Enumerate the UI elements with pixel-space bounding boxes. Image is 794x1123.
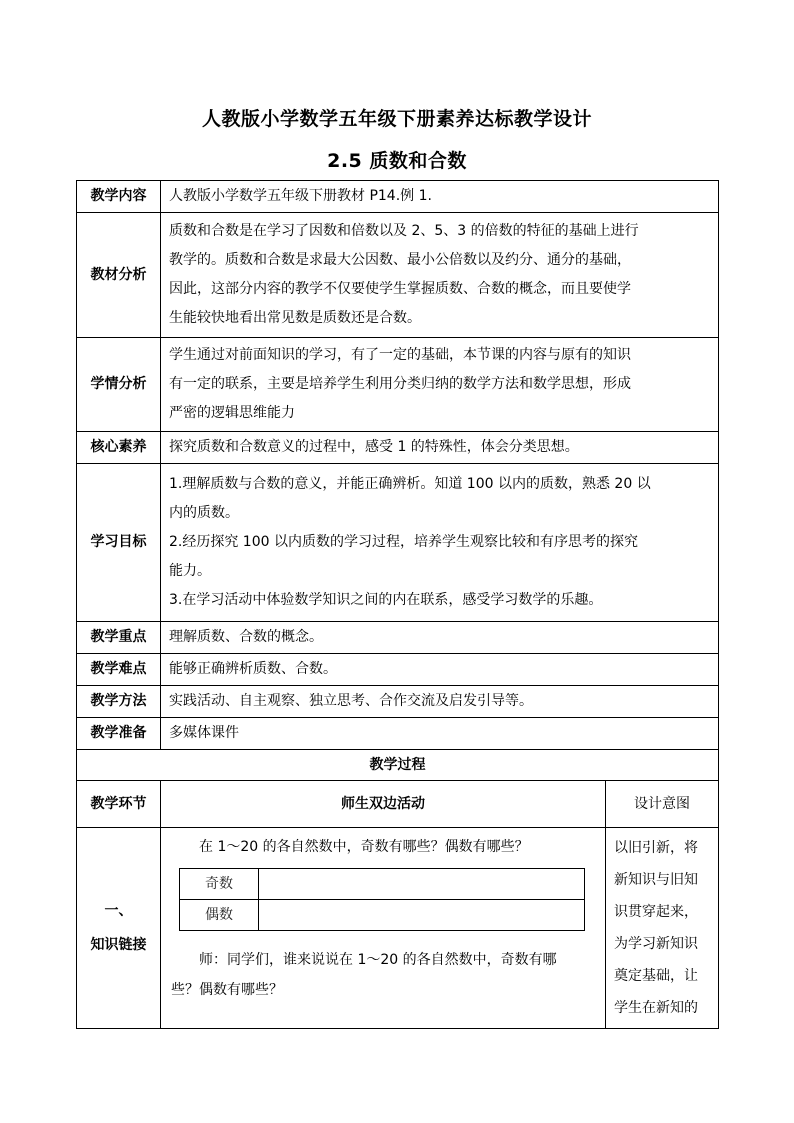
- content-line: 能够正确辨析质数、合数。: [169, 661, 337, 677]
- row-content: [161, 464, 719, 622]
- content-line: 学生通过对前面知识的学习，有了一定的基础，本节课的内容与原有的知识: [169, 347, 631, 363]
- row-student-analysis: [77, 338, 719, 432]
- row-process-columns: [77, 781, 719, 828]
- col-activity-header: 师生双边活动: [161, 781, 606, 828]
- row-label: 教学方法: [77, 686, 161, 718]
- row-label: 教学难点: [77, 654, 161, 686]
- teacher-line: 师：同学们，谁来说说在 1～20 的各自然数中，奇数有哪: [199, 952, 557, 968]
- row-stage-1: [77, 828, 719, 1029]
- content-line: 因此，这部分内容的教学不仅要使学生掌握质数、合数的概念，而且要使学: [169, 281, 631, 297]
- row-content: [161, 622, 719, 654]
- row-label: 学情分析: [77, 338, 161, 432]
- teacher-line: 些？偶数有哪些？: [171, 982, 283, 998]
- row-label: 教学重点: [77, 622, 161, 654]
- lesson-plan-table: [76, 180, 719, 1029]
- lesson-title: 2.5 质数和合数: [327, 150, 467, 172]
- row-label: 核心素养: [77, 432, 161, 464]
- row-learning-goals: [77, 464, 719, 622]
- content-line: 教学的。质数和合数是求最大公因数、最小公倍数以及约分、通分的基础，: [169, 252, 631, 268]
- row-difficulties: [77, 654, 719, 686]
- content-line: 生能较快地看出常见数是质数还是合数。: [169, 310, 421, 326]
- col-intent-header: 设计意图: [606, 781, 719, 828]
- intent-line: 学生在新知的: [614, 1000, 698, 1016]
- col-stage-header: 教学环节: [77, 781, 161, 828]
- content-line: 1.理解质数与合数的意义，并能正确辨析。知道 100 以内的质数，熟悉 20 以: [169, 476, 651, 492]
- row-content: [161, 338, 719, 432]
- row-label: 学习目标: [77, 464, 161, 622]
- intent-line: 奠定基础，让: [614, 968, 698, 984]
- intent-line: 识贯穿起来，: [614, 904, 698, 920]
- intent-line: 新知识与旧知: [614, 872, 698, 888]
- row-content: [161, 181, 719, 213]
- content-line: 2.经历探究 100 以内质数的学习过程，培养学生观察比较和有序思考的探究: [169, 534, 638, 550]
- activity-cell: [161, 828, 606, 1029]
- intent-cell: [606, 828, 719, 1029]
- row-label: 教学准备: [77, 718, 161, 750]
- content-line: 探究质数和合数意义的过程中，感受 1 的特殊性，体会分类思想。: [169, 439, 579, 455]
- stage-number: 一、: [104, 903, 133, 919]
- row-content: [161, 654, 719, 686]
- row-content: [161, 686, 719, 718]
- content-line: 内的质数。: [169, 505, 239, 521]
- row-process-heading: [77, 750, 719, 781]
- row-methods: [77, 686, 719, 718]
- row-preparation: [77, 718, 719, 750]
- intent-line: 为学习新知识: [614, 936, 698, 952]
- row-textbook-analysis: [77, 213, 719, 338]
- content-line: 理解质数、合数的概念。: [169, 629, 323, 645]
- content-line: 3.在学习活动中体验数学知识之间的内在联系，感受学习数学的乐趣。: [169, 592, 603, 608]
- even-row: [180, 900, 585, 931]
- row-teaching-content: [77, 181, 719, 213]
- content-line: 有一定的联系，主要是培养学生利用分类归纳的数学方法和数学思想，形成: [169, 376, 631, 392]
- odd-answer-field: [259, 869, 585, 900]
- row-label: 教学内容: [77, 181, 161, 213]
- question-text: 在 1～20 的各自然数中，奇数有哪些？偶数有哪些？: [199, 839, 529, 855]
- content-line: 能力。: [169, 563, 211, 579]
- intent-line: 以旧引新，将: [614, 840, 698, 856]
- row-content: [161, 718, 719, 750]
- row-key-points: [77, 622, 719, 654]
- row-core-literacy: [77, 432, 719, 464]
- content-line: 实践活动、自主观察、独立思考、合作交流及启发引导等。: [169, 693, 533, 709]
- odd-row: [180, 869, 585, 900]
- even-answer-field: [259, 900, 585, 931]
- process-heading: 教学过程: [77, 750, 719, 781]
- document-title: 人教版小学数学五年级下册素养达标教学设计: [201, 108, 592, 130]
- row-label: 教材分析: [77, 213, 161, 338]
- content-line: 多媒体课件: [169, 725, 239, 741]
- even-label: 偶数: [180, 900, 259, 931]
- content-line: 严密的逻辑思维能力: [169, 405, 295, 421]
- row-content: [161, 432, 719, 464]
- stage-cell: [77, 828, 161, 1029]
- content-line: 质数和合数是在学习了因数和倍数以及 2、5、3 的倍数的特征的基础上进行: [169, 223, 639, 239]
- odd-label: 奇数: [180, 869, 259, 900]
- row-content: [161, 213, 719, 338]
- stage-name: 知识链接: [90, 937, 147, 953]
- content-line: 人教版小学数学五年级下册教材 P14.例 1.: [169, 188, 432, 204]
- odd-even-table: [179, 868, 585, 931]
